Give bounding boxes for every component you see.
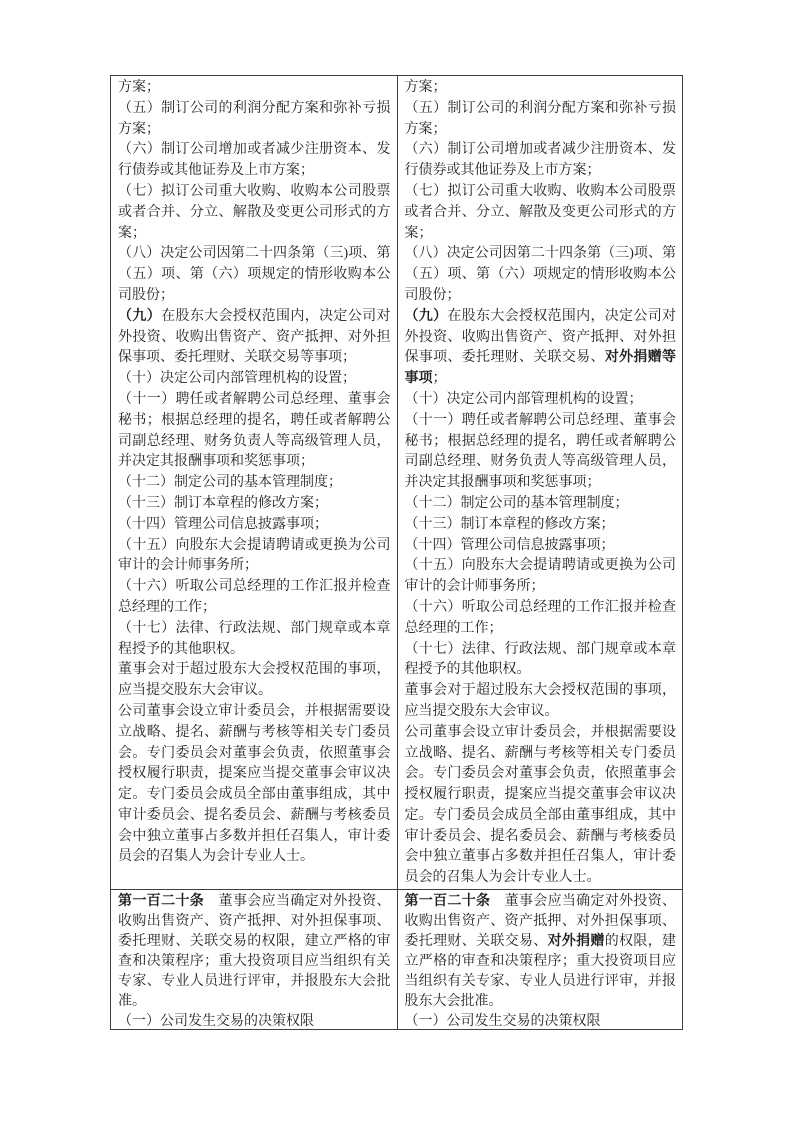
- cell-duties-new-version: [397, 76, 683, 889]
- text-run: 在股东大会授权范围内，决定公司对外投资、收购出售资产、资产抵押、对外担保事项、委托理财、关联交易、: [404, 308, 677, 366]
- paragraph: [405, 99, 677, 141]
- paragraph: [405, 556, 677, 598]
- cell-article-120-new-version: [397, 890, 683, 1029]
- text-run: （七）拟订公司重大收购、收购本公司股票或者合并、分立、解散及变更公司形式的方案；: [118, 183, 391, 241]
- text-run: （五）制订公司的利润分配方案和弥补亏损方案；: [118, 100, 391, 137]
- text-run: （一）公司发生交易的决策权限: [118, 1014, 314, 1029]
- paragraph: [405, 140, 677, 182]
- paragraph: [118, 536, 391, 578]
- paragraph: [118, 390, 391, 473]
- text-run: （十七）法律、行政法规、部门规章或本章程授予的其他职权。: [118, 620, 391, 657]
- text-run: 方案；: [404, 80, 447, 95]
- paragraph: [405, 390, 677, 411]
- text-run: （一）公司发生交易的决策权限: [404, 1014, 601, 1029]
- paragraph: [118, 78, 391, 99]
- text-run: （八）决定公司因第二十四条第（三)项、第（五）项、第（六）项规定的情形收购本公司股份；: [118, 246, 391, 303]
- paragraph: [405, 536, 677, 557]
- text-run: 方案；: [118, 80, 160, 95]
- paragraph: [405, 1012, 677, 1029]
- text-run: 在股东大会授权范围内，决定公司对外投资、收购出售资产、资产抵押、对外担保事项、委托理财、关联交易等事项；: [118, 308, 391, 366]
- text-run: （十二）制定公司的基本管理制度；: [118, 475, 342, 491]
- table-row-duties: [111, 76, 682, 889]
- emphasis-text-run: 第一百二十条: [118, 894, 205, 909]
- text-run: 董事会对于超过股东大会授权范围的事项，应当提交股东大会审议。: [118, 662, 391, 699]
- paragraph: [118, 494, 391, 515]
- paragraph: [405, 411, 677, 494]
- emphasis-text-run: 对外捐赠等事项: [404, 350, 677, 387]
- text-run: 董事会应当确定对外投资、收购出售资产、资产抵押、对外担保事项、委托理财、关联交易、: [404, 894, 677, 949]
- text-run: （十六）听取公司总经理的工作汇报并检查总经理的工作；: [404, 599, 676, 636]
- paragraph: [118, 660, 391, 702]
- text-run: （十一）聘任或者解聘公司总经理、董事会秘书；根据总经理的提名，聘任或者解聘公司副总经理、财务负责人等高级管理人员，并决定其报酬事项和奖惩事项；: [118, 391, 391, 470]
- paragraph: [405, 681, 677, 723]
- text-run: 的权限，建立严格的审查和决策程序；重大投资项目应当组织有关专家、专业人员进行评审，并报股东大会批准。: [404, 934, 677, 1009]
- paragraph: [118, 577, 391, 619]
- emphasis-text-run: （九）: [404, 308, 448, 324]
- comparison-table: [110, 75, 683, 1030]
- table-row-article-120: [111, 889, 682, 1029]
- paragraph: [405, 598, 677, 640]
- paragraph: [405, 78, 677, 99]
- paragraph: [118, 1012, 391, 1029]
- text-run: （十）决定公司内部管理机构的设置；: [118, 371, 356, 387]
- text-run: （八）决定公司因第二十四条第（三)项、第（五）项、第（六）项规定的情形收购本公司股份；: [404, 246, 676, 303]
- paragraph: [118, 473, 391, 494]
- text-run: （十五）向股东大会提请聘请或更换为公司审计的会计师事务所；: [118, 537, 391, 574]
- text-run: 董事会应当确定对外投资、收购出售资产、资产抵押、对外担保事项、委托理财、关联交易的权限，建立严格的审查和决策程序；重大投资项目应当组织有关专家、专业人员进行评审，并报股东大会批准。: [118, 894, 391, 1009]
- text-run: 公司董事会设立审计委员会，并根据需要设立战略、提名、薪酬与考核等相关专门委员会。专门委员会对董事会负责，依照董事会授权履行职责，提案应当提交董事会审议决定。专门委员会成员全部由董事组成，其中审计委员会、提名委员会、薪酬与考核委员会中独立董事占多数并担任召集人，审计委员会的召集人为会计专业人士。: [118, 703, 391, 865]
- paragraph: [118, 515, 391, 536]
- text-run: （十三）制订本章程的修改方案；: [404, 516, 615, 532]
- text-run: （十二）制定公司的基本管理制度；: [404, 495, 629, 511]
- text-run: （十三）制订本章程的修改方案；: [118, 495, 328, 511]
- text-run: （十五）向股东大会提请聘请或更换为公司审计的会计师事务所；: [404, 558, 676, 595]
- paragraph: [118, 892, 391, 1012]
- paragraph: [118, 244, 391, 306]
- paragraph: [405, 892, 677, 1012]
- paragraph: [118, 619, 391, 661]
- paragraph: [405, 515, 677, 536]
- text-run: （十四）管理公司信息披露事项；: [404, 537, 615, 553]
- emphasis-text-run: （九）: [118, 308, 162, 324]
- text-run: （十）决定公司内部管理机构的设置；: [404, 391, 643, 407]
- paragraph: [118, 182, 391, 244]
- paragraph: [118, 99, 391, 141]
- paragraph: [405, 182, 677, 244]
- text-run: （十四）管理公司信息披露事项；: [118, 516, 328, 532]
- emphasis-text-run: 第一百二十条: [404, 894, 491, 909]
- paragraph: [405, 494, 677, 515]
- text-run: ；: [432, 371, 447, 387]
- text-run: （十六）听取公司总经理的工作汇报并检查总经理的工作；: [118, 579, 391, 615]
- text-run: （六）制订公司增加或者减少注册资本、发行债券或其他证券及上市方案；: [404, 142, 676, 179]
- paragraph: [118, 307, 391, 369]
- paragraph: [118, 702, 391, 868]
- text-run: （十一）聘任或者解聘公司总经理、董事会秘书；根据总经理的提名，聘任或者解聘公司副总经理、财务负责人等高级管理人员，并决定其报酬事项和奖惩事项；: [404, 412, 676, 491]
- paragraph: [118, 140, 391, 182]
- paragraph: [405, 640, 677, 682]
- cell-duties-old-version: [111, 76, 397, 889]
- text-run: （六）制订公司增加或者减少注册资本、发行债券或其他证券及上市方案；: [118, 142, 391, 179]
- text-run: 董事会对于超过股东大会授权范围的事项，应当提交股东大会审议。: [404, 683, 676, 719]
- text-run: （五）制订公司的利润分配方案和弥补亏损方案；: [404, 100, 676, 137]
- paragraph: [405, 244, 677, 306]
- paragraph: [405, 307, 677, 390]
- text-run: （七）拟订公司重大收购、收购本公司股票或者合并、分立、解散及变更公司形式的方案；: [404, 183, 676, 241]
- cell-article-120-old-version: [111, 890, 397, 1029]
- text-run: （十七）法律、行政法规、部门规章或本章程授予的其他职权。: [404, 641, 676, 678]
- paragraph: [118, 369, 391, 390]
- emphasis-text-run: 对外捐赠: [547, 934, 605, 949]
- paragraph: [405, 723, 677, 889]
- text-run: 公司董事会设立审计委员会，并根据需要设立战略、提名、薪酬与考核等相关专门委员会。专门委员会对董事会负责，依照董事会授权履行职责，提案应当提交董事会审议决定。专门委员会成员全部由董事组成，其中审计委员会、提名委员会、薪酬与考核委员会中独立董事占多数并担任召集人，审计委员会的召集人为会计专业人士。: [404, 724, 676, 886]
